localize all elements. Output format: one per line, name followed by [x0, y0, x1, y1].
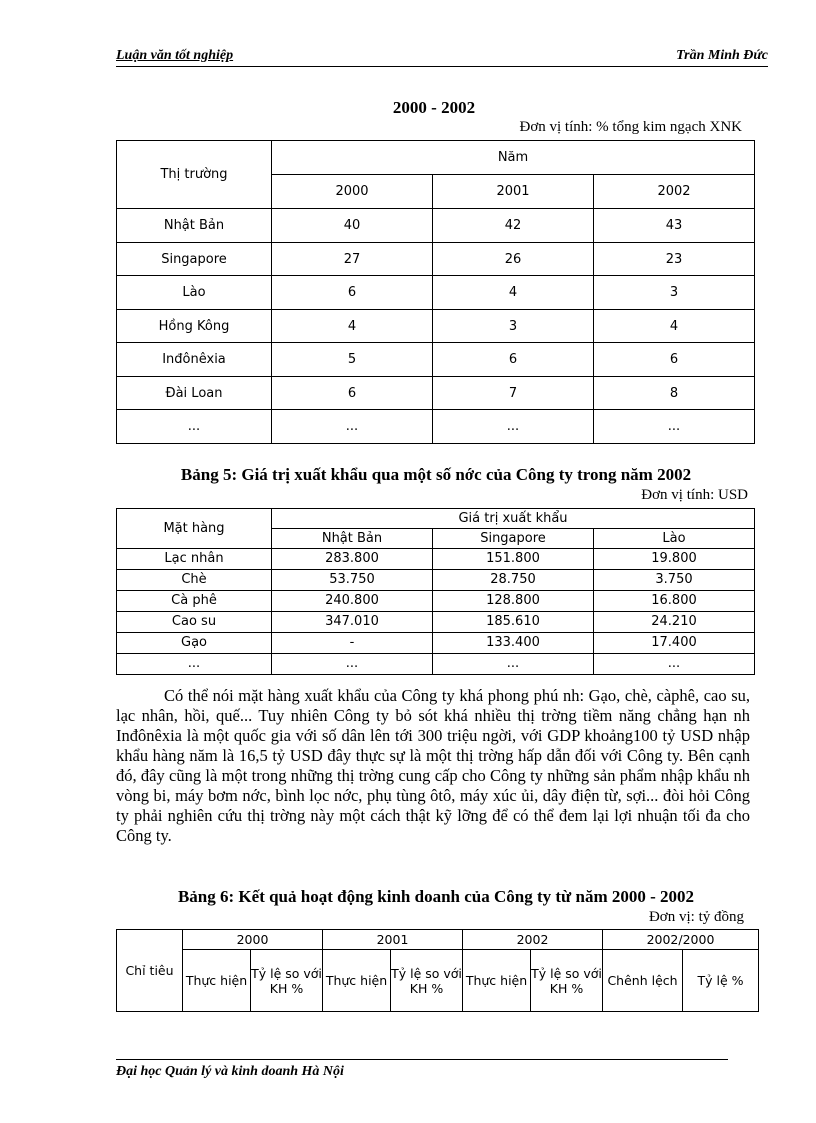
cell: 3.750 [594, 570, 755, 591]
table5-country: Lào [594, 529, 755, 549]
table-row [117, 276, 755, 310]
cell: Chè [117, 570, 272, 591]
table-row [117, 549, 755, 570]
table4-year: 2000 [272, 175, 433, 209]
cell: Singapore [117, 243, 272, 276]
table6-period: 2000 [183, 930, 323, 950]
sub-pct: Tỷ lệ % [683, 950, 759, 1012]
cell: 185.610 [433, 612, 594, 633]
cell: ... [117, 654, 272, 675]
cell: 43 [594, 209, 755, 243]
table5-country: Singapore [433, 529, 594, 549]
cell: - [272, 633, 433, 654]
cell: 6 [433, 343, 594, 377]
page-footer: Đại học Quản lý và kinh doanh Hà Nội [116, 1064, 344, 1079]
sub-ratio: Tỷ lệ so với KH % [391, 950, 463, 1012]
table-row [117, 570, 755, 591]
cell: 3 [433, 310, 594, 343]
table6-title: Bảng 6: Kết quả hoạt động kinh doanh của Công ty từ năm 2000 - 2002 [177, 887, 695, 906]
table4-year: 2001 [433, 175, 594, 209]
cell: 133.400 [433, 633, 594, 654]
cell: ... [433, 410, 594, 444]
cell: Hồng Kông [117, 310, 272, 343]
cell: 19.800 [594, 549, 755, 570]
cell: Cà phê [117, 591, 272, 612]
cell: Lạc nhân [117, 549, 272, 570]
cell: Gạo [117, 633, 272, 654]
table-row [117, 343, 755, 377]
cell: 42 [433, 209, 594, 243]
cell: 128.800 [433, 591, 594, 612]
table4-header-year: Năm [272, 141, 755, 175]
table5-country: Nhật Bản [272, 529, 433, 549]
table-row [117, 591, 755, 612]
cell: 27 [272, 243, 433, 276]
sub-diff: Chênh lệch [603, 950, 683, 1012]
cell: 17.400 [594, 633, 755, 654]
cell: 6 [594, 343, 755, 377]
cell: 5 [272, 343, 433, 377]
table4-unit: Đơn vị tính: % tổng kim ngạch XNK [519, 119, 742, 135]
table6-period: 2002 [463, 930, 603, 950]
cell: 7 [433, 377, 594, 410]
paragraph-text: Có thể nói mặt hàng xuất khẩu của Công ty khá phong phú nh: Gạo, chè, càphê, cao su, lạc nhân, hồi, quế... Tuy nhiên Công ty bỏ sót khá nhiều thị trờng tiềm năng chẳng hạn nh Inđônêxia là một quốc gia với số dân lên tới 300 triệu ngời, với GDP khoảng100 tỷ USD nhập khẩu hàng năm là 16,5 tỷ USD đây thực sự là một thị trờng hấp dẫn đối với Công ty. Bên cạnh đó, đây cũng là một trong những thị trờng cung cấp cho Công ty những sản phẩm nhập khẩu nh vòng bi, máy bơm nớc, bình lọc nớc, phụ tùng ôtô, máy xúc ủi, dây điện từ, sợi... đòi hỏi Công ty phải nghiên cứu thị trờng này một cách thật kỹ lỡng để có thể đem lại lợi nhuận tối đa cho Công ty. [116, 686, 750, 845]
cell: 8 [594, 377, 755, 410]
table-row [117, 243, 755, 276]
cell: Inđônêxia [117, 343, 272, 377]
cell: 28.750 [433, 570, 594, 591]
table6-header-indicator: Chỉ tiêu [117, 930, 183, 1012]
page-header [116, 48, 768, 67]
sub-actual: Thực hiện [183, 950, 251, 1012]
cell: 16.800 [594, 591, 755, 612]
table6-period: 2002/2000 [603, 930, 759, 950]
sub-ratio: Tỷ lệ so với KH % [251, 950, 323, 1012]
cell: 283.800 [272, 549, 433, 570]
table4-title: 2000 - 2002 [392, 98, 476, 117]
cell: Cao su [117, 612, 272, 633]
cell: 6 [272, 276, 433, 310]
table-row [117, 633, 755, 654]
cell: ... [594, 410, 755, 444]
cell: 4 [433, 276, 594, 310]
cell: 4 [594, 310, 755, 343]
table4-header-market: Thị trường [117, 141, 272, 209]
cell: 53.750 [272, 570, 433, 591]
cell: ... [272, 410, 433, 444]
cell: 40 [272, 209, 433, 243]
table5-unit: Đơn vị tính: USD [641, 487, 748, 503]
cell: 4 [272, 310, 433, 343]
table-row [117, 410, 755, 444]
cell: ... [594, 654, 755, 675]
cell: Đài Loan [117, 377, 272, 410]
cell: ... [272, 654, 433, 675]
cell: ... [433, 654, 594, 675]
table4-year: 2002 [594, 175, 755, 209]
table-row [117, 654, 755, 675]
table5-title: Bảng 5: Giá trị xuất khẩu qua một số nớc của Công ty trong năm 2002 [180, 465, 692, 484]
table-row [117, 377, 755, 410]
table6 [116, 929, 759, 1012]
header-left: Luận văn tốt nghiệp [116, 48, 234, 63]
sub-actual: Thực hiện [323, 950, 391, 1012]
cell: Lào [117, 276, 272, 310]
table-row [117, 612, 755, 633]
cell: 23 [594, 243, 755, 276]
table-row [117, 209, 755, 243]
sub-actual: Thực hiện [463, 950, 531, 1012]
cell: 151.800 [433, 549, 594, 570]
cell: 240.800 [272, 591, 433, 612]
table5-header-value: Giá trị xuất khẩu [272, 509, 755, 529]
cell: 6 [272, 377, 433, 410]
cell: 347.010 [272, 612, 433, 633]
cell: 24.210 [594, 612, 755, 633]
cell: Nhật Bản [117, 209, 272, 243]
body-paragraph [116, 686, 750, 846]
table5 [116, 508, 755, 675]
footer-divider [116, 1059, 728, 1060]
table6-unit: Đơn vị: tỷ đồng [648, 909, 744, 925]
cell: ... [117, 410, 272, 444]
sub-ratio: Tỷ lệ so với KH % [531, 950, 603, 1012]
cell: 3 [594, 276, 755, 310]
header-right: Trần Minh Đức [676, 48, 768, 63]
table6-period: 2001 [323, 930, 463, 950]
table5-header-item: Mặt hàng [117, 509, 272, 549]
table-row [117, 310, 755, 343]
cell: 26 [433, 243, 594, 276]
table4 [116, 140, 755, 444]
